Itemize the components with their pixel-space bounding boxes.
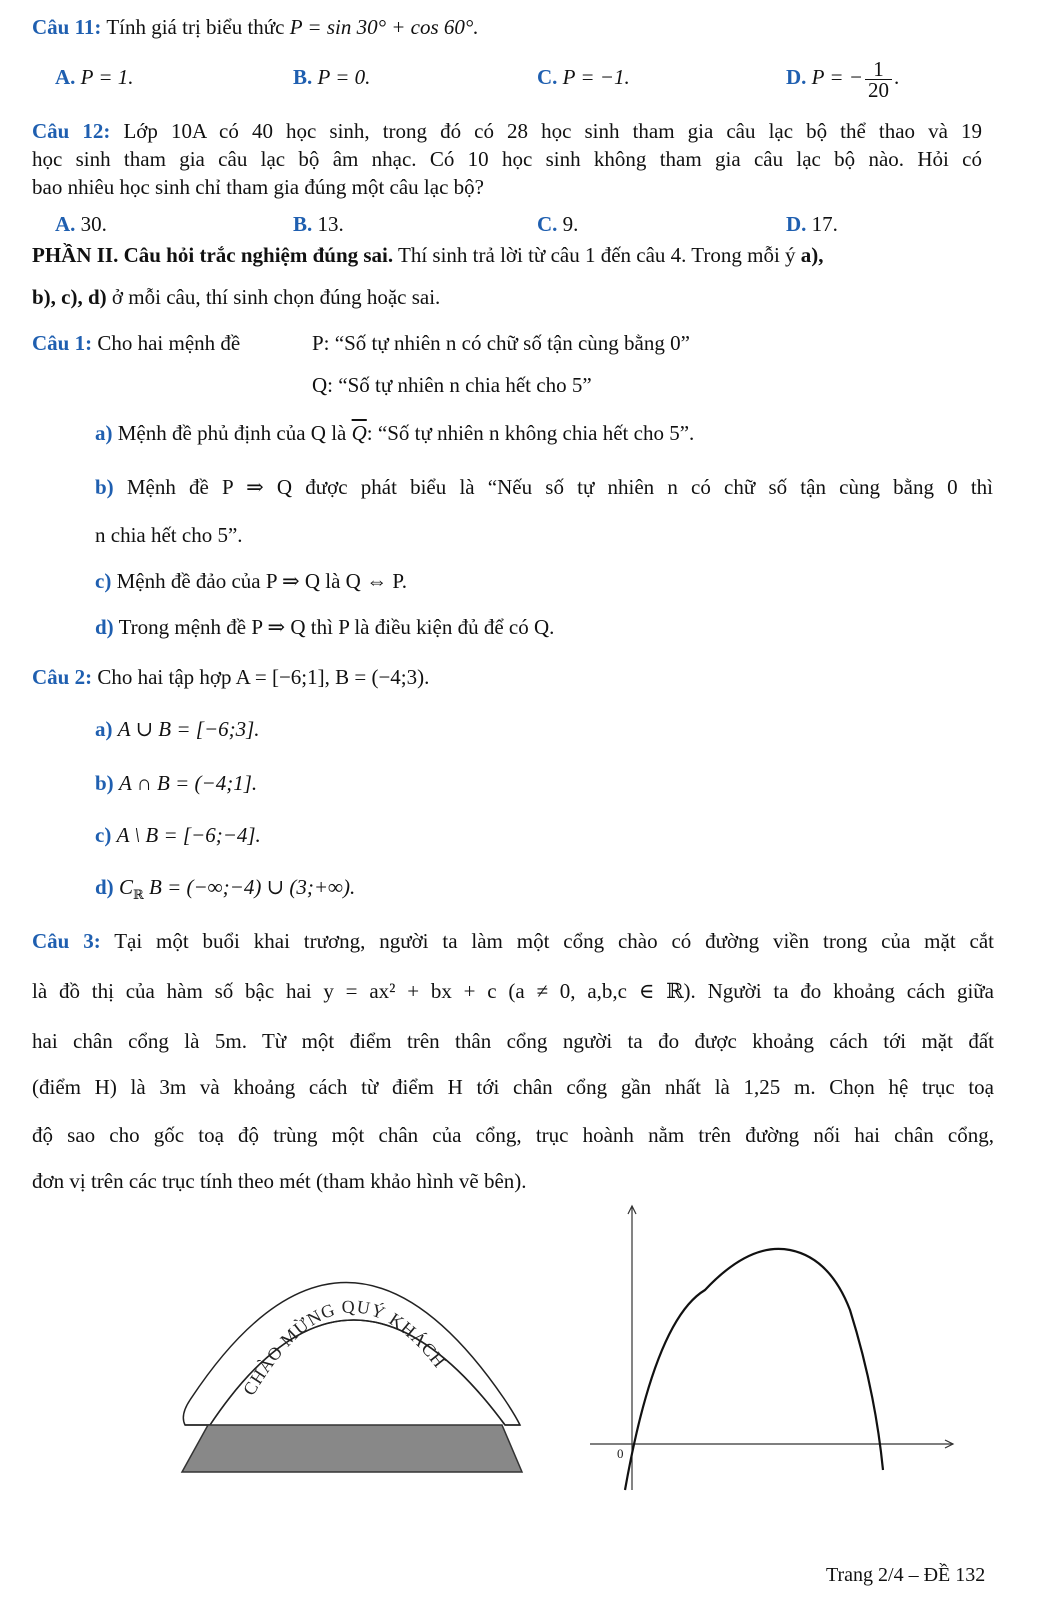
page-footer: Trang 2/4 – ĐỀ 132 xyxy=(826,1564,986,1586)
option-text: 17. xyxy=(811,212,838,236)
parabola-curve xyxy=(625,1249,883,1490)
q12-option-b[interactable] xyxy=(293,211,344,237)
item-key: d) xyxy=(95,875,114,899)
item-text: : “Số tự nhiên n không chia hết cho 5”. xyxy=(366,421,695,445)
item-key: d) xyxy=(95,615,114,639)
item-subscript: ℝ xyxy=(132,887,144,903)
q11-option-a[interactable] xyxy=(55,64,134,90)
item-text: Mệnh đề phủ định của Q là xyxy=(117,421,352,445)
fraction-numerator: 1 xyxy=(865,59,892,80)
c2-intro: Cho hai tập hợp A = [−6;1], B = (−4;3). xyxy=(97,665,430,689)
option-key: D. xyxy=(786,65,807,89)
q12-option-a[interactable] xyxy=(55,211,107,237)
c1-stem xyxy=(32,330,240,356)
c2-stem xyxy=(32,664,429,690)
c2-item-d[interactable] xyxy=(95,874,355,908)
item-key: a) xyxy=(95,421,113,445)
c3-line-2: là đồ thị của hàm số bậc hai y = ax² + bx + c (a ≠ 0, a,b,c ∈ ℝ). Người ta đo khoảng cách giữa xyxy=(32,979,994,1003)
item-text: A \ B = [−6;−4]. xyxy=(116,823,261,847)
option-text: 9. xyxy=(562,212,579,236)
option-text: P = −1. xyxy=(562,65,630,89)
option-text: 13. xyxy=(317,212,344,236)
item-text: Mệnh đề đảo của P ⇒ Q là Q ⇔ P. xyxy=(116,569,407,593)
q12-option-c[interactable] xyxy=(537,211,578,237)
part2-header xyxy=(32,242,824,268)
c3-label: Câu 3: xyxy=(32,929,101,953)
fraction-denominator: 20 xyxy=(867,77,889,102)
item-text: Mệnh đề P ⇒ Q được phát biểu là “Nếu số tự nhiên n có chữ số tận cùng bằng 0 thì xyxy=(126,475,993,499)
c1-item-c[interactable] xyxy=(95,568,407,594)
c3-text: Tại một buổi khai trương, người ta làm một cổng chào có đường viền trong của mặt cắt xyxy=(114,929,994,953)
q12-line-2: học sinh tham gia câu lạc bộ âm nhạc. Có 10 học sinh không tham gia câu lạc bộ nào. Hỏi có xyxy=(32,147,982,171)
arch-text: CHÀO MỪNG QUÝ KHÁCH xyxy=(238,1296,451,1399)
c2-item-a[interactable] xyxy=(95,716,260,742)
part2-text: ở mỗi câu, thí sinh chọn đúng hoặc sai. xyxy=(106,285,441,309)
q-bar: $\overline{Q}$ xyxy=(351,421,367,445)
item-key: b) xyxy=(95,475,114,499)
c2-item-b[interactable] xyxy=(95,770,257,796)
c3-line-1 xyxy=(32,928,994,954)
item-text: Trong mệnh đề P ⇒ Q thì P là điều kiện đủ để có Q. xyxy=(118,615,555,639)
q12-option-d[interactable] xyxy=(786,211,838,237)
c1-item-b-cont: n chia hết cho 5”. xyxy=(95,523,243,547)
c1-item-b[interactable] xyxy=(95,474,993,500)
c1-proposition-p: P: “Số tự nhiên n có chữ số tận cùng bằng 0” xyxy=(312,331,690,355)
gate-illustration xyxy=(170,1225,545,1480)
q11-expression: P = sin 30° + cos 60°. xyxy=(289,15,479,39)
part2-header-2 xyxy=(32,284,440,310)
item-text: A ∪ B = [−6;3]. xyxy=(117,717,260,741)
q11-option-b[interactable] xyxy=(293,64,370,90)
item-key: a) xyxy=(95,717,113,741)
q11-option-d[interactable] xyxy=(786,52,899,102)
option-key: A. xyxy=(55,65,76,89)
item-text: A ∩ B = (−4;1]. xyxy=(118,771,258,795)
c3-line-6: đơn vị trên các trục tính theo mét (tham khảo hình vẽ bên). xyxy=(32,1169,527,1193)
option-key: C. xyxy=(537,65,558,89)
c3-line-4: (điểm H) là 3m và khoảng cách từ điểm H tới chân cổng gần nhất là 1,25 m. Chọn hệ trục toạ xyxy=(32,1075,994,1099)
q11-stem xyxy=(32,14,479,40)
item-key: c) xyxy=(95,823,112,847)
parabola-graph xyxy=(585,1200,965,1500)
c1-item-a[interactable] xyxy=(95,420,694,446)
part2-bold: a), xyxy=(800,243,824,267)
c1-label: Câu 1: xyxy=(32,331,93,355)
item-key: c) xyxy=(95,569,112,593)
q11-text: Tính giá trị biểu thức xyxy=(106,15,290,39)
option-text: P = − xyxy=(811,65,863,89)
part2-bold: b), c), d) xyxy=(32,285,107,309)
part2-title: PHẦN II. Câu hỏi trắc nghiệm đúng sai. xyxy=(32,243,394,267)
c3-line-3: hai chân cổng là 5m. Từ một điểm trên thân cổng người ta đo được khoảng cách tới mặt đất xyxy=(32,1029,994,1053)
c1-proposition-q: Q: “Số tự nhiên n chia hết cho 5” xyxy=(312,373,592,397)
part2-text: Thí sinh trả lời từ câu 1 đến câu 4. Trong mỗi ý xyxy=(393,243,801,267)
option-key: A. xyxy=(55,212,76,236)
fraction xyxy=(865,56,892,102)
c2-item-c[interactable] xyxy=(95,822,261,848)
option-text: P = 1. xyxy=(80,65,134,89)
option-key: B. xyxy=(293,65,313,89)
q11-label: Câu 11: xyxy=(32,15,102,39)
item-text: B = (−∞;−4) ∪ (3;+∞). xyxy=(143,875,356,899)
q12-line-3: bao nhiêu học sinh chỉ tham gia đúng một câu lạc bộ? xyxy=(32,175,484,199)
origin-label: 0 xyxy=(617,1446,624,1461)
item-text: C xyxy=(118,875,133,899)
option-text: 30. xyxy=(80,212,107,236)
gate-base xyxy=(182,1425,522,1472)
q12-text: Lớp 10A có 40 học sinh, trong đó có 28 học sinh tham gia câu lạc bộ thể thao và 19 xyxy=(123,119,982,143)
option-tail: . xyxy=(893,65,900,89)
c2-label: Câu 2: xyxy=(32,665,93,689)
c3-line-5: độ sao cho gốc toạ độ trùng một chân của cổng, trục hoành nằm trên đường nối hai chân cổng, xyxy=(32,1123,994,1147)
c1-intro: Cho hai mệnh đề xyxy=(97,331,241,355)
c1-item-d[interactable] xyxy=(95,614,554,640)
option-key: C. xyxy=(537,212,558,236)
option-key: B. xyxy=(293,212,313,236)
item-key: b) xyxy=(95,771,114,795)
option-text: P = 0. xyxy=(317,65,371,89)
q12-line-1 xyxy=(32,118,982,144)
q11-option-c[interactable] xyxy=(537,64,630,90)
option-key: D. xyxy=(786,212,807,236)
q12-label: Câu 12: xyxy=(32,119,111,143)
